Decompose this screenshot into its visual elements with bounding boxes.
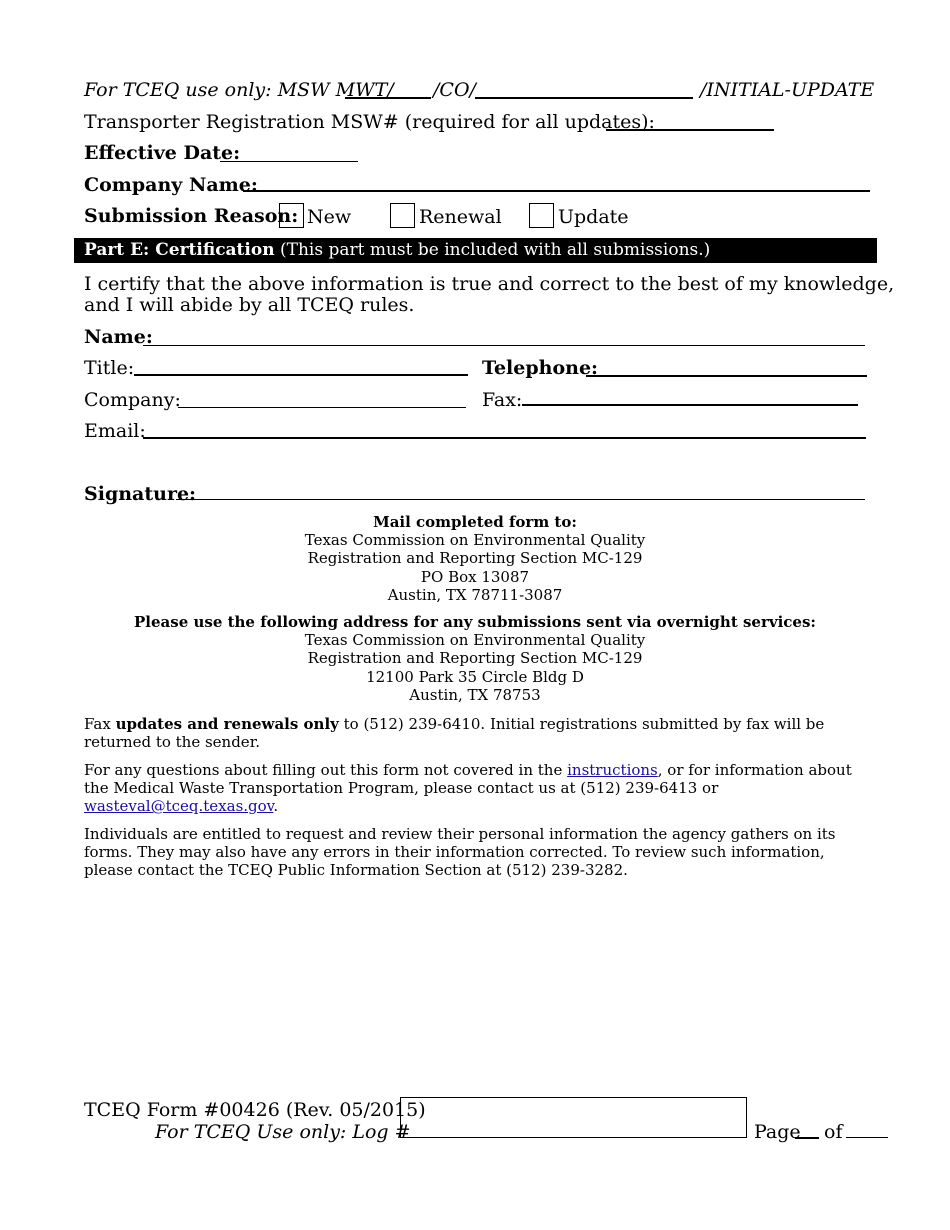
- new-checkbox[interactable]: [279, 203, 304, 228]
- registration-number-field[interactable]: [606, 129, 774, 131]
- fax-label: Fax:: [482, 389, 523, 411]
- certify-text-line2: and I will abide by all TCEQ rules.: [84, 294, 415, 316]
- signature-field[interactable]: [176, 499, 865, 500]
- name-label: Name:: [84, 326, 153, 348]
- mail-line: PO Box 13087: [420, 567, 530, 586]
- page-number-field[interactable]: [795, 1137, 819, 1139]
- company-field[interactable]: [178, 407, 466, 408]
- log-label: For TCEQ Use only: Log #: [155, 1121, 411, 1143]
- fax-note: [84, 715, 874, 751]
- update-option-label: Update: [558, 206, 629, 228]
- update-checkbox[interactable]: [529, 203, 554, 228]
- email-link[interactable]: wasteval@tceq.texas.gov: [84, 797, 274, 816]
- initial-update-label: /INITIAL-UPDATE: [700, 79, 875, 101]
- effective-date-label: Effective Date:: [84, 142, 241, 164]
- questions-note: [84, 761, 874, 816]
- email-field[interactable]: [143, 437, 866, 439]
- registration-label: Transporter Registration MSW# (required for all updates):: [84, 111, 655, 133]
- submission-reason-label: Submission Reason:: [84, 205, 299, 227]
- telephone-label: Telephone:: [482, 357, 599, 379]
- company-label: Company:: [84, 389, 181, 411]
- questions-pre: For any questions about filling out this form not covered in the: [84, 761, 568, 779]
- questions-post: .: [273, 797, 279, 816]
- signature-label: Signature:: [84, 483, 197, 505]
- mail-address-block: [84, 513, 866, 604]
- company-name-field[interactable]: [243, 190, 870, 192]
- tceq-use-only-label: For TCEQ use only: MSW MWT/: [84, 79, 394, 101]
- log-number-box[interactable]: [400, 1097, 747, 1138]
- questions-mid: , or for information about the Medical Waste Transportation Program, please contact us at (512) 239-6413 or: [84, 761, 852, 798]
- name-field[interactable]: [143, 345, 865, 346]
- fax-note-bold: updates and renewals only: [115, 715, 339, 733]
- mail-heading: Mail completed form to:: [373, 513, 577, 531]
- part-e-note: (This part must be included with all submissions.): [279, 240, 711, 260]
- renewal-option-label: Renewal: [419, 206, 502, 228]
- part-e-banner: [74, 238, 877, 263]
- mail-line: Texas Commission on Environmental Quality: [304, 531, 646, 550]
- overnight-line: Texas Commission on Environmental Quality: [304, 631, 646, 650]
- form-number: TCEQ Form #00426 (Rev. 05/2015): [84, 1099, 426, 1121]
- page-label: Page: [754, 1121, 801, 1143]
- email-label: Email:: [84, 420, 146, 442]
- overnight-line: Registration and Reporting Section MC-129: [307, 649, 643, 668]
- title-label: Title:: [84, 357, 135, 379]
- overnight-address-block: [84, 613, 866, 704]
- telephone-field[interactable]: [586, 375, 867, 377]
- co-separator: /CO/: [433, 79, 476, 101]
- fax-note-post: to (512) 239-6410. Initial registrations submitted by fax will be returned to the sender.: [84, 715, 825, 752]
- page-total-field[interactable]: [846, 1137, 888, 1138]
- effective-date-field[interactable]: [220, 161, 358, 162]
- part-e-title: Part E: Certification: [84, 240, 275, 260]
- fax-note-pre: Fax: [84, 715, 116, 733]
- mwt-number-field[interactable]: [345, 97, 431, 99]
- renewal-checkbox[interactable]: [390, 203, 415, 228]
- of-label: of: [824, 1121, 843, 1143]
- fax-field[interactable]: [522, 404, 858, 406]
- certify-text-line1: I certify that the above information is true and correct to the best of my knowledge,: [84, 273, 895, 295]
- privacy-note: Individuals are entitled to request and review their personal information the agency gathers on its forms. They may also have any errors in their information corrected. To review such information, please contact the TCEQ Public Information Section at (512) 239-3282.: [84, 825, 836, 880]
- overnight-line: Austin, TX 78753: [409, 685, 541, 704]
- instructions-link[interactable]: instructions: [567, 761, 658, 779]
- mail-line: Austin, TX 78711-3087: [387, 585, 563, 604]
- overnight-line: 12100 Park 35 Circle Bldg D: [366, 667, 584, 686]
- title-field[interactable]: [134, 374, 468, 376]
- co-number-field[interactable]: [475, 97, 693, 99]
- overnight-heading: Please use the following address for any submissions sent via overnight services:: [134, 613, 816, 631]
- new-option-label: New: [307, 206, 352, 228]
- company-name-label: Company Name:: [84, 174, 258, 196]
- mail-line: Registration and Reporting Section MC-129: [307, 549, 643, 568]
